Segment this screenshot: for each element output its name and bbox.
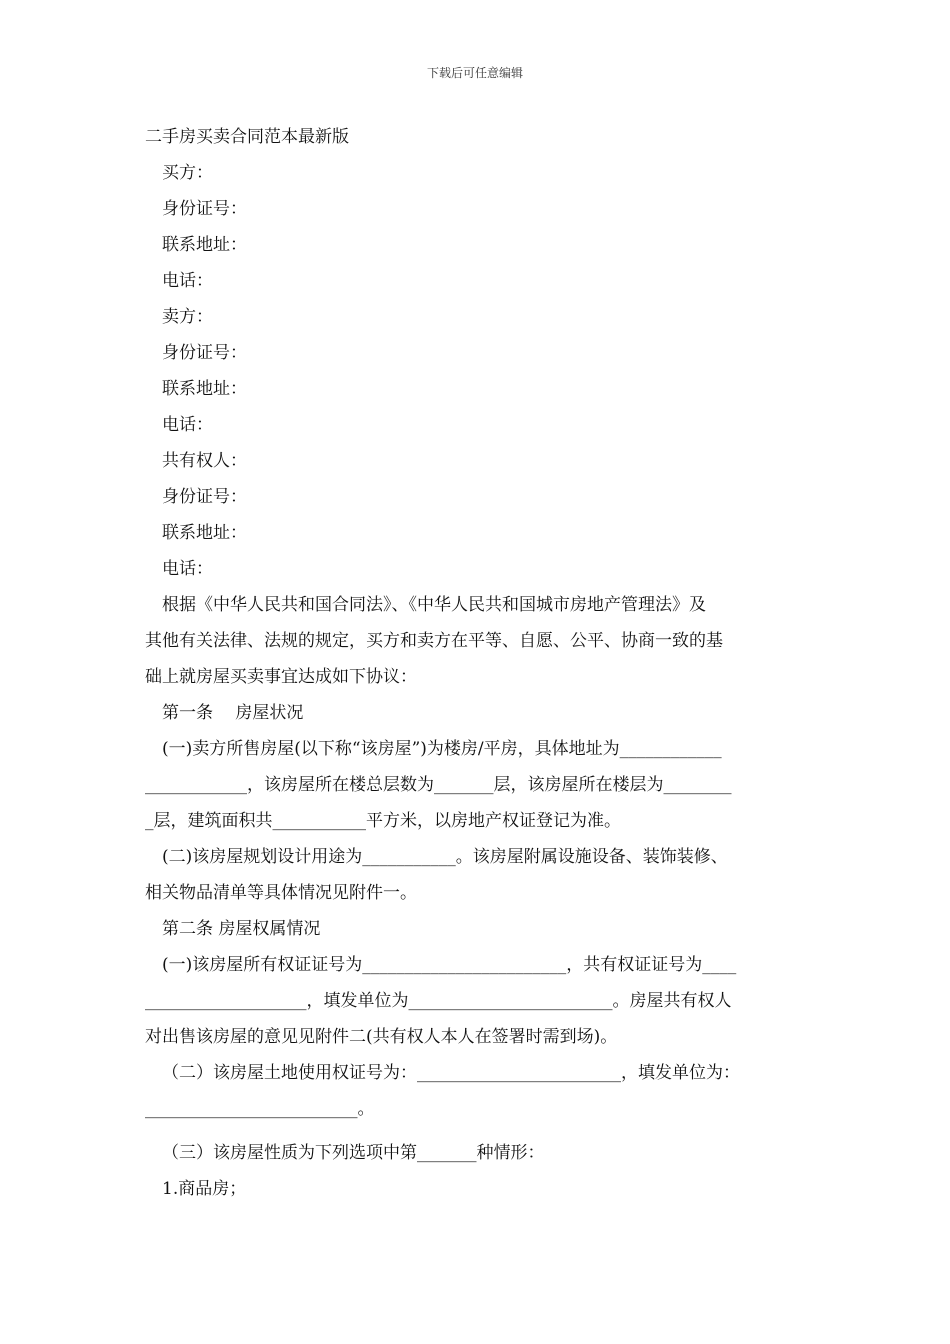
coowner-phone-label: 电话： [162, 559, 213, 579]
seller-id-label: 身份证号： [162, 343, 247, 363]
coowner-address-label: 联系地址： [162, 523, 247, 543]
seller-phone-label: 电话： [162, 415, 213, 435]
coowner-label: 共有权人： [162, 451, 247, 471]
option-1: 1.商品房； [162, 1179, 247, 1199]
coowner-id-label: 身份证号： [162, 487, 247, 507]
buyer-address-label: 联系地址： [162, 235, 247, 255]
preamble-line: 根据《中华人民共和国合同法》、《中华人民共和国城市房地产管理法》及 [162, 595, 706, 615]
article1-p1-line: (一)卖方所售房屋(以下称“该房屋”)为楼房/平房，具体地址为____________ [162, 739, 722, 759]
seller-address-label: 联系地址： [162, 379, 247, 399]
article2-p1-line: 对出售该房屋的意见见附件二(共有权人本人在签署时需到场)。 [145, 1027, 618, 1047]
article2-p2-line: _________________________。 [145, 1099, 375, 1119]
article1-p1-line: _层，建筑面积共___________平方米，以房地产权证登记为准。 [145, 811, 621, 831]
seller-label: 卖方： [162, 307, 213, 327]
article2-heading: 第二条 房屋权属情况 [162, 919, 321, 939]
article1-p2-line: 相关物品清单等具体情况见附件一。 [145, 883, 417, 903]
article1-p2-line: (二)该房屋规划设计用途为___________。该房屋附属设施设备、装饰装修、 [162, 847, 728, 867]
buyer-id-label: 身份证号： [162, 199, 247, 219]
document-body [145, 120, 810, 1207]
article2-p1-line: (一)该房屋所有权证证号为________________________，共有权证证号为____ [162, 955, 737, 975]
preamble-line: 础上就房屋买卖事宜达成如下协议： [145, 667, 417, 687]
buyer-phone-label: 电话： [162, 271, 213, 291]
paragraph-spacer [145, 1127, 810, 1135]
article2-p1-line: ___________________，填发单位为________________________。房屋共有权人 [145, 991, 732, 1011]
article2-p2-line: （二）该房屋土地使用权证号为：________________________，填发单位为： [162, 1063, 740, 1083]
article2-p3-line: （三）该房屋性质为下列选项中第_______种情形： [162, 1143, 545, 1163]
article1-heading: 第一条 房屋状况 [162, 703, 304, 723]
article1-p1-line: ____________，该房屋所在楼总层数为_______层，该房屋所在楼层为________ [145, 775, 732, 795]
preamble-line: 其他有关法律、法规的规定，买方和卖方在平等、自愿、公平、协商一致的基 [145, 631, 723, 651]
document-title: 二手房买卖合同范本最新版 [145, 127, 349, 147]
page-header-note: 下载后可任意编辑 [426, 66, 523, 80]
buyer-label: 买方： [162, 163, 213, 183]
